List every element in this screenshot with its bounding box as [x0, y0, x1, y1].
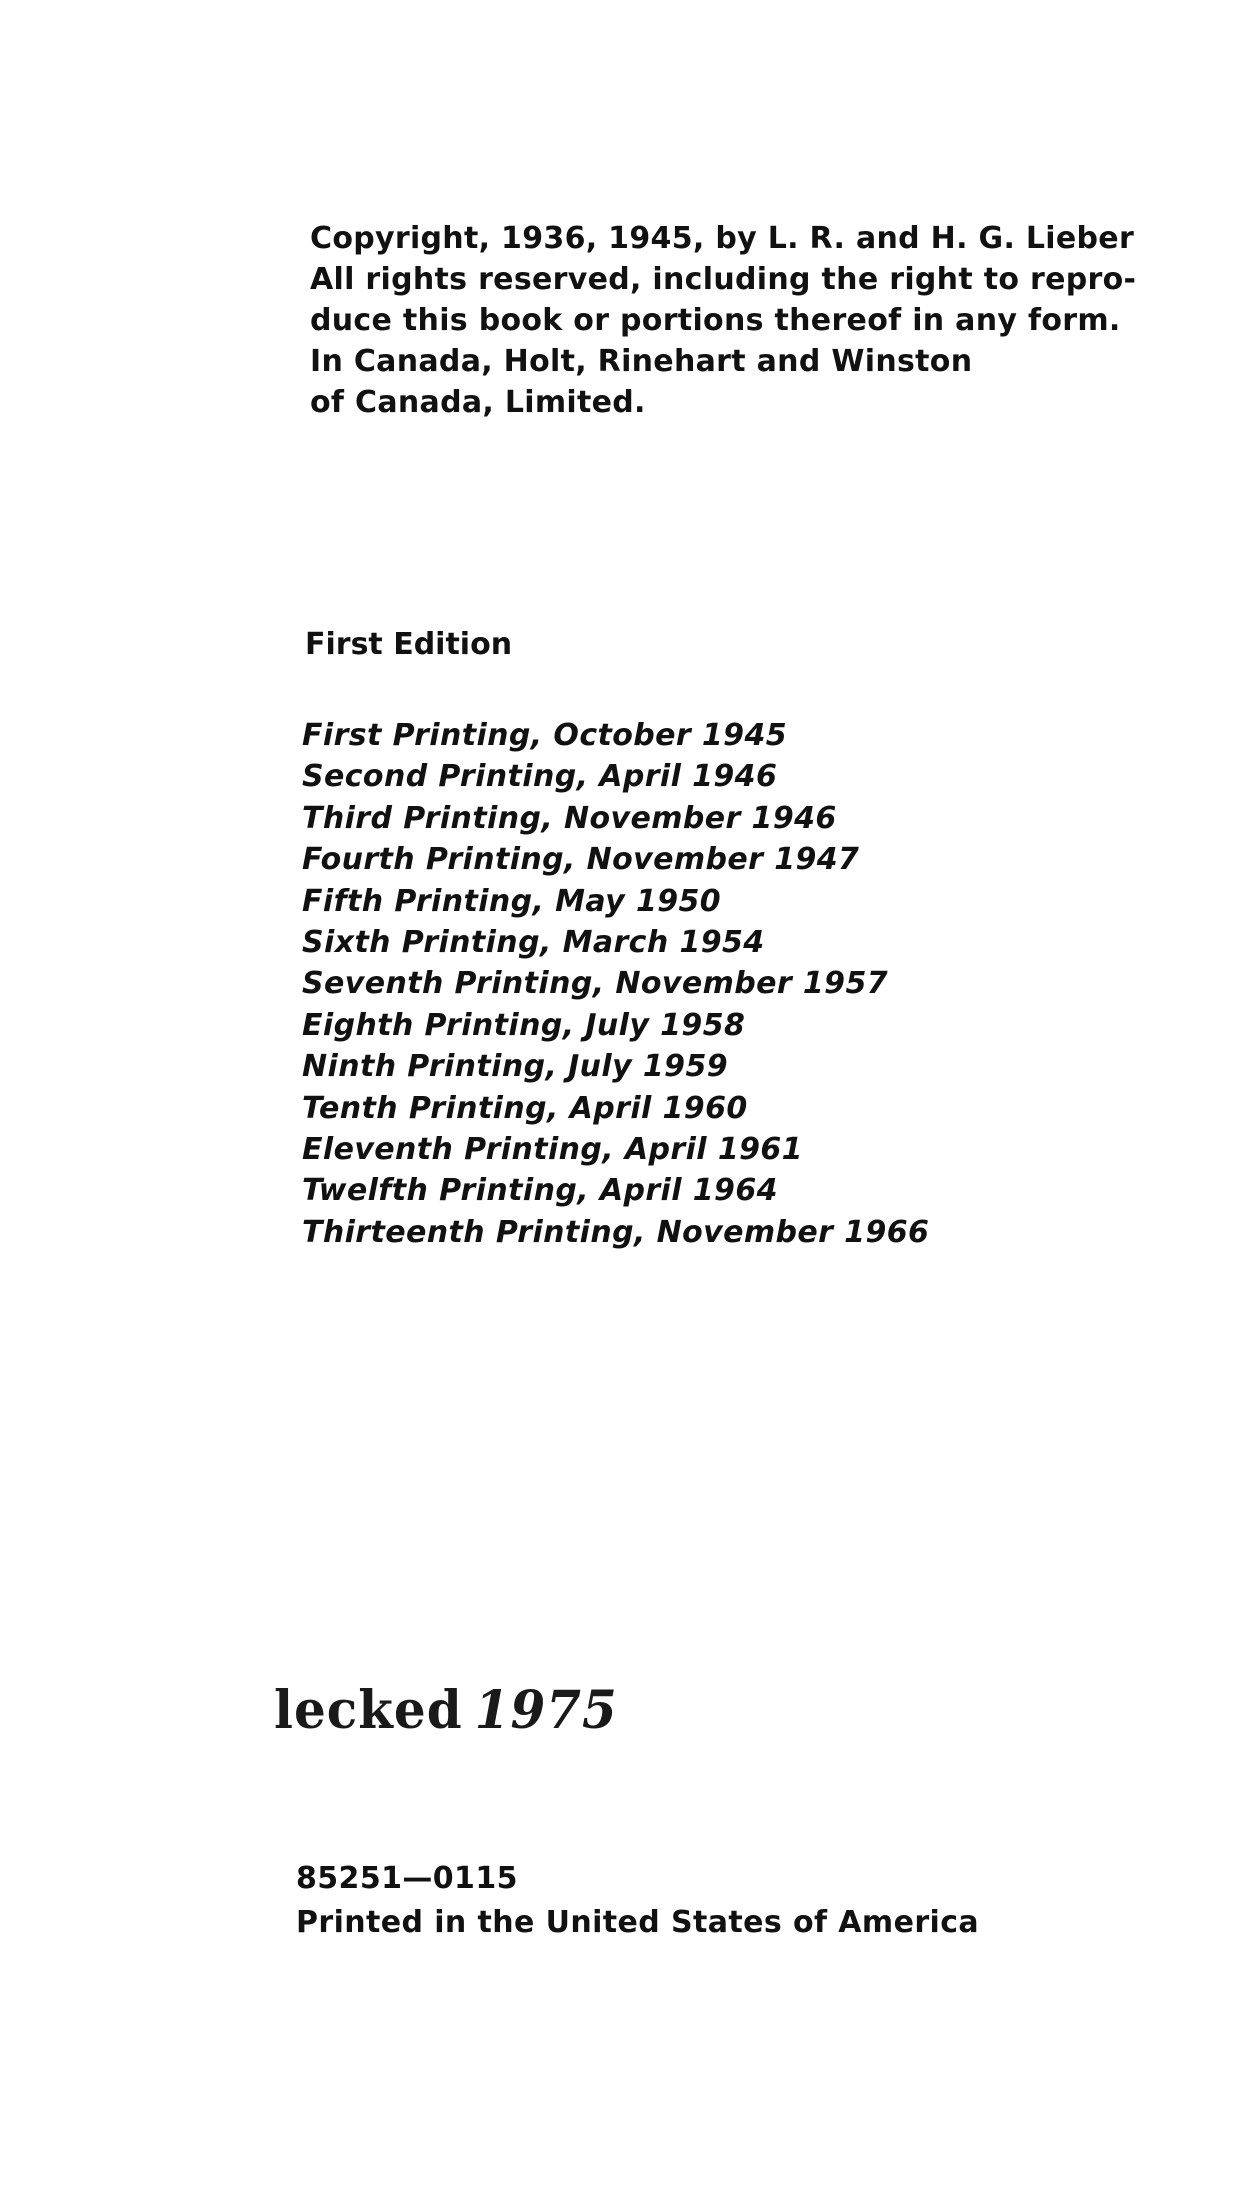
printing-entry: Eighth Printing, July 1958: [302, 1007, 746, 1043]
printing-entry: First Printing, October 1945: [302, 718, 788, 753]
printing-entry: Twelfth Printing, April 1964: [302, 1173, 778, 1209]
copyright-line: All rights reserved, including the right to repro-: [310, 262, 1137, 297]
copyright-line: duce this book or portions thereof in any form.: [310, 303, 1121, 338]
checked-stamp: [274, 1679, 618, 1742]
printing-history-list: [302, 715, 929, 1253]
edition-heading: First Edition: [305, 627, 513, 662]
printing-entry: Sixth Printing, March 1954: [302, 925, 765, 961]
printing-entry: Seventh Printing, November 1957: [302, 966, 888, 1002]
printer-footer: [296, 1857, 979, 1945]
printing-entry: Third Printing, November 1946: [302, 800, 837, 836]
catalog-code: 85251—0115: [296, 1861, 518, 1896]
printing-entry: Eleventh Printing, April 1961: [302, 1132, 803, 1168]
printing-entry: Ninth Printing, July 1959: [302, 1049, 728, 1085]
stamp-word: lecked: [274, 1678, 463, 1741]
copyright-line: of Canada, Limited.: [310, 385, 646, 420]
copyright-notice: [310, 218, 1137, 423]
printed-in-line: Printed in the United States of America: [296, 1905, 980, 1940]
stamp-year: 1975: [474, 1678, 618, 1741]
printing-entry: Fifth Printing, May 1950: [302, 883, 722, 919]
printing-entry: Tenth Printing, April 1960: [302, 1090, 748, 1126]
copyright-line: In Canada, Holt, Rinehart and Winston: [310, 344, 973, 379]
printing-entry: Second Printing, April 1946: [302, 759, 778, 795]
printing-entry: Thirteenth Printing, November 1966: [302, 1214, 930, 1250]
copyright-line: Copyright, 1936, 1945, by L. R. and H. G. Lieber: [310, 221, 1135, 256]
printing-entry: Fourth Printing, November 1947: [302, 842, 860, 878]
